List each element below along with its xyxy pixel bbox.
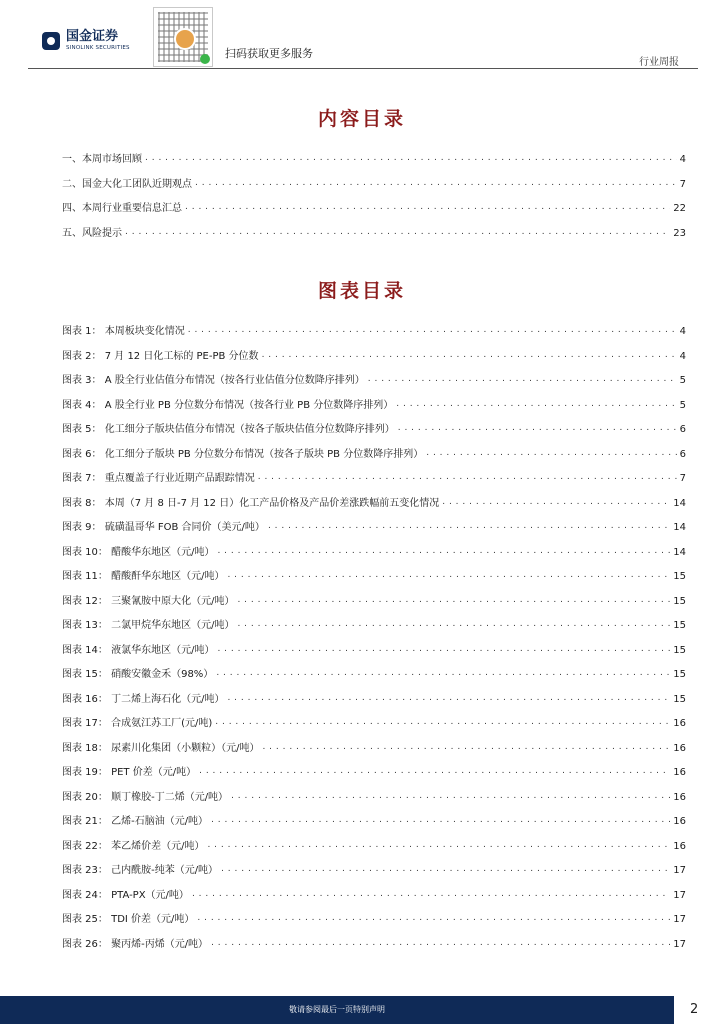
chart-entry-page: 17 (673, 865, 686, 876)
chart-entry-page: 16 (673, 742, 686, 754)
chart-entry-page: 17 (673, 889, 686, 901)
dot-leader (125, 224, 670, 239)
chart-entry[interactable] (62, 567, 686, 582)
dot-leader (211, 935, 670, 950)
contents-entry[interactable] (62, 199, 686, 214)
chart-entry-page: 17 (673, 938, 686, 950)
dot-leader (368, 371, 677, 386)
dot-leader (268, 518, 670, 533)
chart-entry-page: 14 (673, 546, 686, 558)
contents-entry-page: 23 (673, 227, 686, 239)
chart-entry[interactable] (62, 616, 686, 631)
dot-leader (262, 347, 677, 362)
chart-entry-label: 图表 21： 乙烯-石脑油（元/吨） (62, 816, 209, 827)
dot-leader (215, 714, 670, 729)
chart-entry[interactable] (62, 739, 686, 754)
chart-entry-label: 图表 24： PTA-PX（元/吨） (62, 889, 189, 901)
chart-entry-page: 15 (673, 669, 686, 680)
dot-leader (426, 445, 676, 460)
chart-entry-label: 图表 7： 重点覆盖子行业近期产品跟踪情况 (62, 473, 255, 484)
chart-entry[interactable] (62, 518, 686, 533)
dot-leader (185, 199, 670, 214)
chart-entry-page: 6 (679, 424, 686, 435)
chart-entry-label: 图表 5： 化工细分子版块估值分布情况（按各子版块估值分位数降序排列） (62, 424, 395, 435)
footer-disclaimer: 敬请参阅最后一页特别声明 (289, 1005, 385, 1014)
page-footer (0, 996, 724, 1024)
dot-leader (442, 494, 670, 509)
chart-entry-page: 15 (673, 571, 686, 582)
chart-entry[interactable] (62, 690, 686, 705)
chart-entry-label: 图表 19： PET 价差（元/吨） (62, 767, 197, 778)
chart-entry[interactable] (62, 861, 686, 876)
chart-entry-label: 图表 15： 硝酸安徽金禾（98%） (62, 669, 214, 680)
contents-title: 内容目录 (317, 108, 406, 130)
chart-entry-page: 17 (673, 914, 686, 925)
chart-entry-page: 4 (679, 350, 686, 362)
dot-leader (231, 788, 670, 803)
chart-entry[interactable] (62, 420, 686, 435)
chart-entry-page: 16 (673, 816, 686, 827)
chart-entry[interactable] (62, 910, 686, 925)
chart-entry[interactable] (62, 641, 686, 656)
chart-entry-label: 图表 22： 苯乙烯价差（元/吨） (62, 840, 205, 852)
charts-title: 图表目录 (317, 280, 406, 302)
chart-entry[interactable] (62, 714, 686, 729)
chart-entry-label: 图表 18： 尿素川化集团（小颗粒）（元/吨） (62, 742, 260, 754)
chart-entry[interactable] (62, 812, 686, 827)
chart-entry-label: 图表 1： 本周板块变化情况 (62, 326, 185, 337)
contents-entry-label: 一、本周市场回顾 (62, 154, 142, 165)
chart-entry[interactable] (62, 837, 686, 852)
page-number: 2 (690, 1002, 699, 1017)
logo-chinese-name: 国金证券 (66, 29, 119, 44)
chart-entry-page: 16 (673, 791, 686, 803)
footer-bar (0, 996, 674, 1024)
qr-center-badge-icon (174, 28, 196, 50)
page-header (0, 0, 724, 68)
chart-entry-page: 5 (679, 375, 686, 386)
chart-entry-label: 图表 23： 己内酰胺-纯苯（元/吨） (62, 865, 219, 876)
contents-entry-page: 4 (679, 154, 686, 165)
qr-code-icon[interactable] (153, 7, 213, 67)
chart-entry-label: 图表 3： A 股全行业估值分布情况（按各行业估值分位数降序排列） (62, 375, 365, 386)
contents-entry-label: 五、风险提示 (62, 227, 122, 239)
chart-entry[interactable] (62, 347, 686, 362)
scan-prompt: 扫码获取更多服务 (225, 47, 313, 60)
contents-entry-page: 7 (679, 178, 686, 190)
chart-entry[interactable] (62, 592, 686, 607)
company-logo (42, 30, 130, 52)
chart-entry-label: 图表 26： 聚丙烯-丙烯（元/吨） (62, 938, 209, 950)
chart-entry-page: 14 (673, 497, 686, 509)
header-divider (28, 68, 698, 69)
chart-entry-label: 图表 8： 本周（7 月 8 日-7 月 12 日）化工产品价格及产品价差涨跌幅前五变化情况 (62, 497, 440, 509)
chart-entry-label: 图表 11： 醋酸酐华东地区（元/吨） (62, 571, 225, 582)
chart-entry[interactable] (62, 322, 686, 337)
dot-leader (398, 420, 677, 435)
dot-leader (237, 592, 670, 607)
chart-entry-page: 7 (679, 473, 686, 484)
dot-leader (197, 910, 670, 925)
chart-entry-page: 16 (673, 840, 686, 852)
dot-leader (211, 812, 670, 827)
chart-entry[interactable] (62, 445, 686, 460)
chart-entry-page: 14 (673, 522, 686, 533)
chart-entry-page: 16 (673, 767, 686, 778)
dot-leader (188, 322, 677, 337)
chart-entry[interactable] (62, 494, 686, 509)
dot-leader (262, 739, 670, 754)
chart-entry[interactable] (62, 763, 686, 778)
chart-entry-label: 图表 25： TDI 价差（元/吨） (62, 914, 195, 925)
dot-leader (216, 665, 670, 680)
chart-entry-label: 图表 13： 二氯甲烷华东地区（元/吨） (62, 620, 235, 631)
contents-entry[interactable] (62, 224, 686, 239)
dot-leader (199, 763, 670, 778)
chart-entry-page: 4 (679, 326, 686, 337)
chart-entry-label: 图表 16： 丁二烯上海石化（元/吨） (62, 693, 225, 705)
chart-entry-page: 16 (673, 718, 686, 729)
chart-entry-page: 5 (679, 399, 686, 411)
contents-entry[interactable] (62, 175, 686, 190)
chart-entry[interactable] (62, 469, 686, 484)
chart-entry[interactable] (62, 665, 686, 680)
chart-entry-label: 图表 17： 合成氨江苏工厂(元/吨) (62, 718, 213, 729)
chart-entry-page: 15 (673, 644, 686, 656)
dot-leader (145, 150, 677, 165)
chart-entry-label: 图表 4： A 股全行业 PB 分位数分布情况（按各行业 PB 分位数降序排列） (62, 399, 394, 411)
dot-leader (192, 886, 670, 901)
dot-leader (217, 543, 670, 558)
dot-leader (217, 641, 670, 656)
chart-entry-label: 图表 14： 液氯华东地区（元/吨） (62, 644, 215, 656)
dot-leader (396, 396, 676, 411)
dot-leader (195, 175, 677, 190)
chart-entry-label: 图表 12： 三聚氰胺中原大化（元/吨） (62, 595, 235, 607)
chart-entry[interactable] (62, 371, 686, 386)
chart-entry-page: 15 (673, 620, 686, 631)
chart-entry-label: 图表 9： 硫磺温哥华 FOB 合同价（美元/吨） (62, 522, 265, 533)
contents-entry-page: 22 (673, 203, 686, 214)
logo-mark-icon (42, 32, 60, 50)
contents-entry-label: 四、本周行业重要信息汇总 (62, 203, 182, 214)
contents-entry-label: 二、国金大化工团队近期观点 (62, 178, 192, 190)
dot-leader (258, 469, 677, 484)
chart-entry-label: 图表 20： 顺丁橡胶-丁二烯（元/吨） (62, 791, 229, 803)
chart-entry-label: 图表 2： 7 月 12 日化工标的 PE-PB 分位数 (62, 350, 259, 362)
dot-leader (227, 690, 670, 705)
chart-entry[interactable] (62, 886, 686, 901)
chart-entry[interactable] (62, 396, 686, 411)
chart-entry[interactable] (62, 935, 686, 950)
chart-entry[interactable] (62, 543, 686, 558)
chart-entry-page: 6 (679, 448, 686, 460)
contents-entry[interactable] (62, 150, 686, 165)
chart-entry[interactable] (62, 788, 686, 803)
dot-leader (221, 861, 670, 876)
chart-entry-label: 图表 6： 化工细分子版块 PB 分位数分布情况（按各子版块 PB 分位数降序排列） (62, 448, 424, 460)
logo-english-name: SINOLINK SECURITIES (66, 45, 130, 51)
report-type: 行业周报 (639, 57, 679, 68)
dot-leader (227, 567, 670, 582)
dot-leader (237, 616, 670, 631)
chart-entry-label: 图表 10： 醋酸华东地区（元/吨） (62, 546, 215, 558)
chart-entry-page: 15 (673, 693, 686, 705)
chart-entry-page: 15 (673, 595, 686, 607)
wechat-icon (200, 54, 210, 64)
dot-leader (207, 837, 670, 852)
